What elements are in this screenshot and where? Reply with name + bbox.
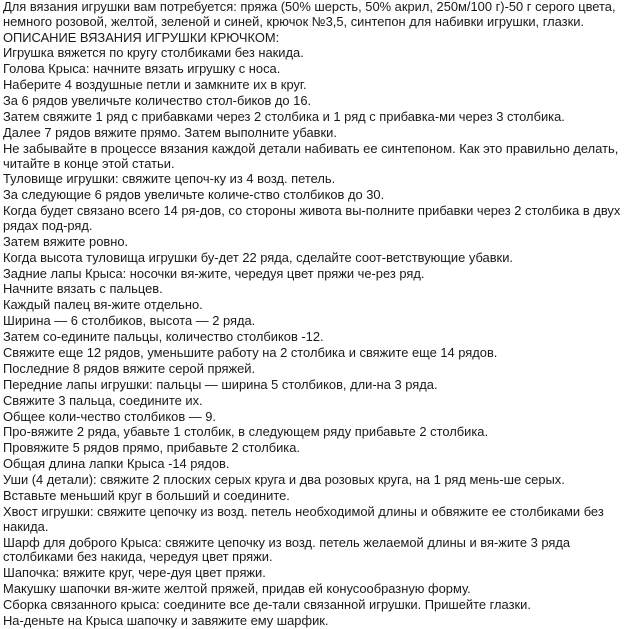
section-heading: ОПИСАНИЕ ВЯЗАНИЯ ИГРУШКИ КРЮЧКОМ: <box>3 29 280 45</box>
paragraph: Затем со-едините пальцы, количество столбиков -12. <box>3 329 324 345</box>
paragraph: Затем вяжите ровно. <box>3 233 129 249</box>
paragraph: Сборка связанного крыса: соедините все де-тали связанной игрушки. Пришейте глазки. <box>3 596 531 612</box>
paragraph: Общее коли-чество столбиков — 9. <box>3 408 216 424</box>
paragraph: За следующие 6 рядов увеличьте количе-ство столбиков до 30. <box>3 187 385 203</box>
paragraph: Свяжите 3 пальца, соедините их. <box>3 392 203 408</box>
paragraph: Задние лапы Крыса: носочки вя-жите, чередуя цвет пряжи че-рез ряд. <box>3 265 425 281</box>
paragraph: Про-вяжите 2 ряда, убавьте 1 столбик, в следующем ряду прибавьте 2 столбика. <box>3 424 489 440</box>
paragraph: Наберите 4 воздушные петли и замкните их в круг. <box>3 77 307 93</box>
paragraph: Передние лапы игрушки: пальцы — ширина 5 столбиков, дли-на 3 ряда. <box>3 376 438 392</box>
paragraph: За 6 рядов увеличьте количество стол-биков до 16. <box>3 93 312 109</box>
paragraph: Затем свяжите 1 ряд с прибавками через 2 столбика и 1 ряд с прибавка-ми через 3 столбика. <box>3 109 565 125</box>
paragraph: Последние 8 рядов вяжите серой пряжей. <box>3 360 256 376</box>
paragraph-materials: Для вязания игрушки вам потребуется: пряжа (50% шерсть, 50% акрил, 250м/100 г)-50 г серого цвета, немного розовой, желтой, зеленой и синей, крючок №3,5, синтепон для набивки игрушки, глазки. <box>3 0 616 29</box>
paragraph: Голова Крыса: начните вязать игрушку с носа. <box>3 61 281 77</box>
paragraph: Игрушка вяжется по кругу столбиками без накида. <box>3 45 304 61</box>
paragraph: Хвост игрушки: свяжите цепочку из возд. петель необходимой длины и обвяжите ее столбиками без накида. <box>3 503 604 534</box>
paragraph: Не забывайте в процессе вязания каждой детали набивать ее синтепоном. Как это правильно делать, читайте в конце этой статьи. <box>3 140 619 171</box>
paragraph: Туловище игрушки: свяжите цепоч-ку из 4 возд. петель. <box>3 171 336 187</box>
paragraph: Далее 7 рядов вяжите прямо. Затем выполните убавки. <box>3 124 337 140</box>
paragraph: Провяжите 5 рядов прямо, прибавьте 2 столбика. <box>3 440 300 456</box>
paragraph: Свяжите еще 12 рядов, уменьшите работу на 2 столбика и свяжите еще 14 рядов. <box>3 345 498 361</box>
paragraph: На-деньте на Крыса шапочку и завяжите ему шарфик. <box>3 612 329 628</box>
paragraph: Уши (4 детали): свяжите 2 плоских серых круга и два розовых круга, на 1 ряд мень-ше серых. <box>3 472 565 488</box>
paragraph: Вставьте меньший круг в больший и соедините. <box>3 488 290 504</box>
paragraph: Когда высота туловища игрушки бу-дет 22 ряда, сделайте соот-ветствующие убавки. <box>3 249 513 265</box>
paragraph: Ширина — 6 столбиков, высота — 2 ряда. <box>3 313 256 329</box>
paragraph: Макушку шапочки вя-жите желтой пряжей, придав ей конусообразную форму. <box>3 581 471 597</box>
paragraph: Шарф для доброго Крыса: свяжите цепочку из возд. петель желаемой длины и вя-жите 3 ряда столбиками без накида, чередуя цвет пряжи. <box>3 534 571 565</box>
paragraph: Шапочка: вяжите круг, чере-дуя цвет пряжи. <box>3 565 266 581</box>
paragraph: Начните вязать с пальцев. <box>3 281 163 297</box>
paragraph: Общая длина лапки Крыса -14 рядов. <box>3 456 230 472</box>
paragraph: Когда будет связано всего 14 ря-дов, со стороны живота вы-полните прибавки через 2 столбика в двух рядах под-ряд. <box>3 203 621 233</box>
paragraph: Каждый палец вя-жите отдельно. <box>3 297 203 313</box>
